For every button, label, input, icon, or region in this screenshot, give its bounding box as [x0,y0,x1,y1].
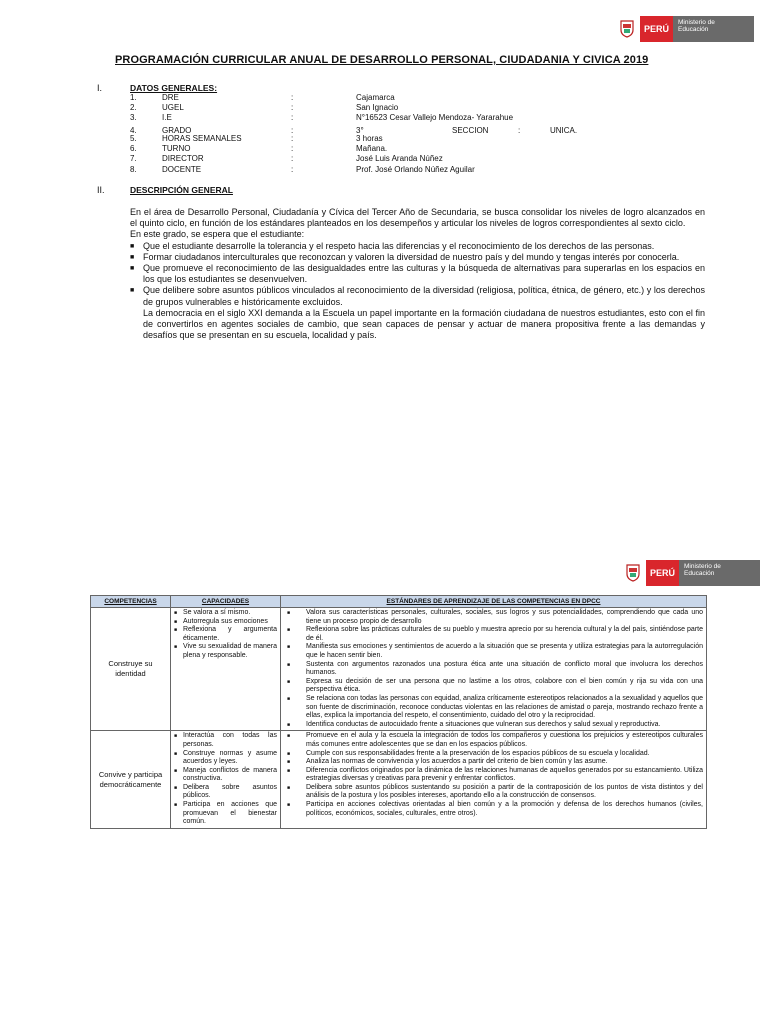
objective-item: ■ Que promueve el reconocimiento de las desigualdades entre las culturas y la búsqueda de alternativas para superarlas en los espacios en los que los estudiantes se desenvuelven. [130,263,705,285]
row-colon: : [291,154,294,163]
ministerio-label: Ministerio de Educación [679,560,760,586]
competencies-table [90,595,707,829]
estandares-cell [281,731,707,829]
row-label: DRE [162,93,179,102]
capacidades-cell [171,608,281,731]
datos-row [130,155,690,164]
table-row [91,731,707,829]
capacidad-item: ■ Delibera sobre asuntos públicos. [174,784,277,801]
section1-number: I. [97,83,103,93]
section2-heading: DESCRIPCIÓN GENERAL [130,185,233,195]
description-intro2: En este grado, se espera que el estudiante: [130,229,305,240]
row-label: HORAS SEMANALES [162,134,242,143]
estandar-item: ■ Expresa su decisión de ser una persona que no lastime a los otros, colabore con el bien común y rija su vida con una perspectiva ética. [284,678,703,695]
competencia-name: Convive y participa democráticamente [91,731,171,829]
seccion-colon: : [518,126,521,135]
estandar-item: ■ Cumple con sus responsabilidades frente a la preservación de los espacios públicos de su escuela y localidad. [284,750,703,759]
datos-row [130,135,690,144]
estandar-item: ■ Valora sus características personales, culturales, sociales, sus logros y sus potencialidades, comprendiendo que cada uno tiene un proceso propio de desarrollo [284,609,703,626]
row-colon: : [291,126,294,135]
capacidad-item: ■ Participa en acciones que promuevan el bienestar común. [174,801,277,827]
competencia-name: Construye su identidad [91,608,171,731]
estandar-item: ■ Manifiesta sus emociones y sentimientos de acuerdo a la situación que se presenta y utiliza estrategias para la autorregulación que le hacen sentir bien. [284,643,703,660]
peru-label: PERÚ [640,16,673,42]
row-number: 2. [130,103,137,112]
ministerio-label: Ministerio de Educación [673,16,754,42]
row-number: 3. [130,113,137,122]
row-label: GRADO [162,126,192,135]
table-header-row [91,596,707,608]
capacidad-item: ■ Se valora a sí mismo. [174,609,277,618]
row-value: N°16523 Cesar Vallejo Mendoza- Yararahue [356,113,514,122]
capacidades-cell [171,731,281,829]
row-number: 4. [130,126,137,135]
header-competencias: COMPETENCIAS [91,596,171,608]
peru-label: PERÚ [646,560,679,586]
row-colon: : [291,113,294,122]
estandar-item: ■ Delibera sobre asuntos públicos sustentando su posición a partir de la contraposición de los puntos de vista distintos y del análisis de la postura y los posibles intereses, aportando ello a la construcción de consensos. [284,784,703,801]
row-label: DIRECTOR [162,154,204,163]
capacidad-item: ■ Construye normas y asume acuerdos y leyes. [174,750,277,767]
capacidad-item: ■ Interactúa con todas las personas. [174,732,277,749]
datos-row [130,104,690,113]
row-colon: : [291,134,294,143]
description-closing: La democracia en el siglo XXI demanda a la Escuela un papel importante en la formación ciudadana de nuestros estudiantes, esto con el fin de convertirlos en agentes sociales de cambio, que sean capaces de pensar y actuar de manera propositiva frente a las demandas y desafíos que se presentan en su escuela, localidad y país. [143,307,705,341]
row-colon: : [291,93,294,102]
datos-row [130,166,690,175]
objectives-list [130,241,705,308]
row-value: San Ignacio [356,103,399,112]
page-title: PROGRAMACIÓN CURRICULAR ANUAL DE DESARROLLO PERSONAL, CIUDADANIA Y CIVICA 2019 [115,54,649,66]
capacidad-item: ■ Reflexiona y argumenta éticamente. [174,626,277,643]
ministry-logo-page2 [620,560,760,586]
datos-row [130,114,690,123]
row-colon: : [291,103,294,112]
header-estandares: ESTÁNDARES DE APRENDIZAJE DE LAS COMPETENCIAS EN DPCC [281,596,707,608]
row-label: DOCENTE [162,165,202,174]
row-number: 8. [130,165,137,174]
row-number: 1. [130,93,137,102]
row-number: 7. [130,154,137,163]
row-value: 3 horas [356,134,383,143]
peru-shield-icon [614,16,640,42]
seccion-value: UNICA. [550,126,578,135]
row-colon: : [291,144,294,153]
section2-number: II. [97,185,105,195]
ministry-logo [614,16,754,42]
capacidad-item: ■ Autorregula sus emociones [174,618,277,627]
row-value: Mañana. [356,144,388,153]
datos-row [130,145,690,154]
estandar-item: ■ Participa en acciones colectivas orientadas al bien común y a la promoción y defensa de los derechos humanos (civiles, políticos, económicos, sociales, culturales, entre otros). [284,801,703,818]
estandar-item: ■ Sustenta con argumentos razonados una postura ética ante una situación de conflicto moral que involucra los derechos humanos. [284,661,703,678]
row-label: I.E [162,113,172,122]
capacidad-item: ■ Maneja conflictos de manera constructiva. [174,767,277,784]
estandar-item: ■ Identifica conductas de autocuidado frente a situaciones que vulneran sus derechos y salud sexual y reproductiva. [284,721,703,730]
objective-item: ■ Que delibere sobre asuntos públicos vinculados al reconocimiento de la diversidad (religiosa, política, étnica, de género, etc.) y los derechos de grupos vulnerables e históricamente excluidos. [130,285,705,307]
seccion-label: SECCION [452,126,489,135]
section1-heading: DATOS GENERALES: [130,83,218,93]
estandar-item: ■ Analiza las normas de convivencia y los acuerdos a partir del criterio de bien común y las asume. [284,758,703,767]
row-label: TURNO [162,144,191,153]
header-capacidades: CAPACIDADES [171,596,281,608]
datos-row [130,94,690,103]
capacidad-item: ■ Vive su sexualidad de manera plena y responsable. [174,643,277,660]
row-colon: : [291,165,294,174]
row-value: 3° [356,126,364,135]
objective-item: ■ Formar ciudadanos interculturales que reconozcan y valoren la diversidad de nuestro país y del mundo y tengas interés por conocerla. [130,252,705,263]
table-row [91,608,707,731]
description-intro: En el área de Desarrollo Personal, Ciudadanía y Cívica del Tercer Año de Secundaria, se busca consolidar los niveles de logro alcanzados en el quinto ciclo, en función de los estándares planteados en los desempeños y articular los niveles de logros correspondientes al sexto ciclo. [130,207,705,229]
estandares-cell [281,608,707,731]
objective-item: ■ Que el estudiante desarrolle la tolerancia y el respeto hacia las diferencias y el reconocimiento de los derechos de las personas. [130,241,705,252]
row-label: UGEL [162,103,184,112]
row-value: José Luis Aranda Núñez [356,154,443,163]
row-number: 6. [130,144,137,153]
estandar-item: ■ Reflexiona sobre las prácticas culturales de su pueblo y muestra aprecio por su herencia cultural y la del país, sintiéndose parte de él. [284,626,703,643]
row-value: Cajamarca [356,93,395,102]
estandar-item: ■ Se relaciona con todas las personas con equidad, analiza críticamente estereotipos relacionados a la sexualidad y aquellos que son fuente de discriminación, reconoce conductas violentas en las relaciones de amistad o pareja, mostrando rechazo frente a ellas, explica la importancia del respeto, el consentimiento, cuidado del otro y la reciprocidad. [284,695,703,721]
estandar-item: ■ Promueve en el aula y la escuela la integración de todos los compañeros y cuestiona los prejuicios y estereotipos culturales más comunes entre adolescentes que se dan en los espacios públicos. [284,732,703,749]
peru-shield-icon [620,560,646,586]
row-value: Prof. José Orlando Núñez Aguilar [356,165,475,174]
estandar-item: ■ Diferencia conflictos originados por la dinámica de las relaciones humanas de aquellos generados por su estancamiento. Utiliza estrategias diversas y creativas para prevenir y enfrentar conflictos. [284,767,703,784]
row-number: 5. [130,134,137,143]
description-body [130,207,705,341]
